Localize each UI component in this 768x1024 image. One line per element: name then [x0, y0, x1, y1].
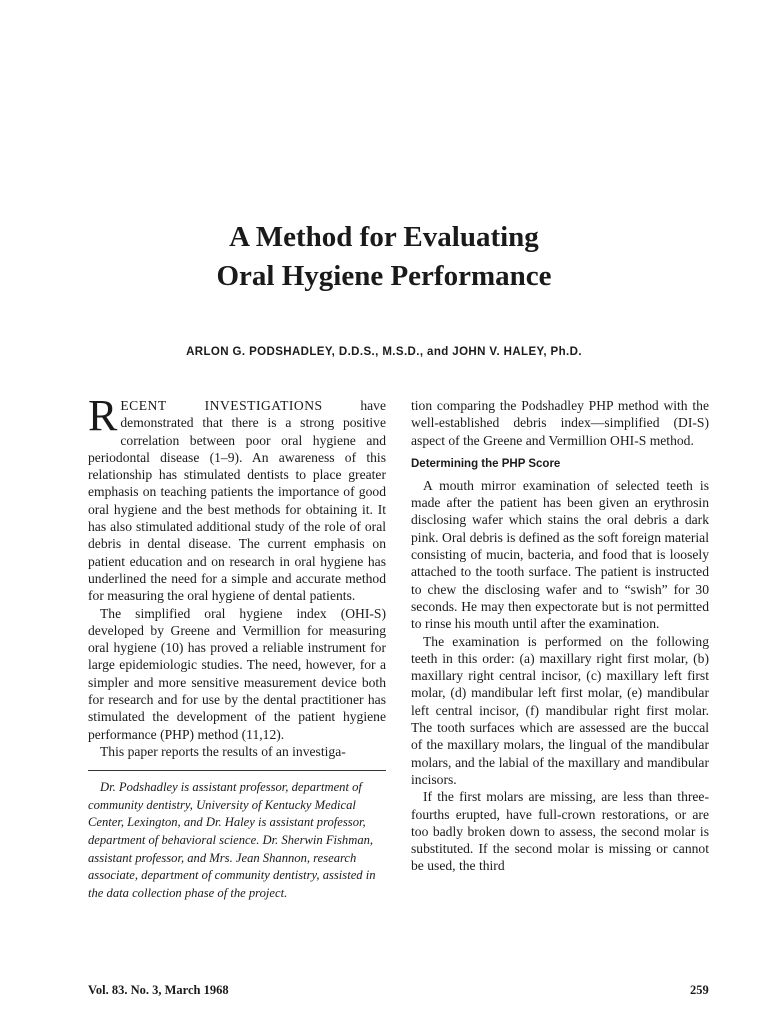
continuation-paragraph: tion comparing the Podshadley PHP method with the well-established debris index—simplified (DI-S) aspect of the Greene and Vermillion OHI-S method. — [411, 398, 709, 448]
drop-cap: R — [88, 391, 118, 440]
title-line-1: A Method for Evaluating — [229, 221, 539, 253]
right-column — [411, 397, 709, 875]
left-column — [88, 391, 386, 902]
intro-paragraph — [88, 391, 386, 605]
journal-citation: Vol. 83. No. 3, March 1968 — [88, 983, 229, 997]
title-line-2: Oral Hygiene Performance — [216, 260, 552, 292]
section-heading: Determining the PHP Score — [411, 457, 561, 470]
footnote-divider — [88, 770, 386, 771]
author-byline: ARLON G. PODSHADLEY, D.D.S., M.S.D., and JOHN V. HALEY, Ph.D. — [186, 346, 582, 358]
ohi-s-paragraph: The simplified oral hygiene index (OHI-S) developed by Greene and Vermillion for measuring oral hygiene (10) has proved a reliable instrument for large epidemiologic studies. The need, however, for a simpler and more sensitive measurement device both for research and for use by the dental practitioner has stimulated the development of the patient hygiene performance (PHP) method (11,12). — [88, 605, 386, 742]
examination-paragraph: A mouth mirror examination of selected teeth is made after the patient has been given an erythrosin disclosing wafer which stains the oral debris a dark pink. Oral debris is defined as the soft foreign material consisting of mucin, bacteria, and food that is loosely attached to the tooth surface. The patient is instructed to chew the disclosing wafer and to “swish” for 30 seconds. He may then expectorate but is not permitted to rinse his mouth until after the examination. — [411, 477, 709, 632]
article-title — [0, 218, 768, 296]
author-affiliation-footnote: Dr. Podshadley is assistant professor, department of community dentistry, University of Kentucky Medical Center, Lexington, and Dr. Haley is assistant professor, department of behavioral science. Dr. Sherwin Fishman, assistant professor, and Mrs. Jean Shannon, research associate, department of community dentistry, assisted in the data collection phase of the project. — [88, 780, 376, 900]
investigation-paragraph: This paper reports the results of an investiga- — [100, 743, 346, 759]
teeth-order-paragraph: The examination is performed on the following teeth in this order: (a) maxillary right first molar, (b) maxillary right central incisor, (c) maxillary left first molar, (d) mandibular left first molar, (e) mandibular left central incisor, (f) mandibular right first molar. The tooth surfaces which are assessed are the buccal of the maxillary molars, the lingual of the mandibular molars, and the labial of the maxillary and mandibular incisors. — [411, 633, 709, 787]
substitution-paragraph: If the first molars are missing, are less than three-fourths erupted, have full-crown restorations, or are too badly broken down to assess, the second molar is substituted. If the second molar is missing or cannot be used, the third — [411, 789, 709, 874]
intro-text: have demonstrated that there is a strong positive correlation between poor oral hygiene and periodontal disease (1–9). An awareness of this relationship has stimulated dentists to place greater emphasis on teaching patients the importance of good oral hygiene and the best methods for obtaining it. It has also stimulated additional study of the role of oral debris in dental disease. The current emphasis on patient education and on research in oral hygiene has underlined the need for a simple and accurate method for measuring the oral hygiene of dental patients. — [88, 398, 386, 604]
lead-caps: ECENT INVESTIGATIONS — [120, 398, 323, 413]
page-number: 259 — [690, 983, 709, 997]
